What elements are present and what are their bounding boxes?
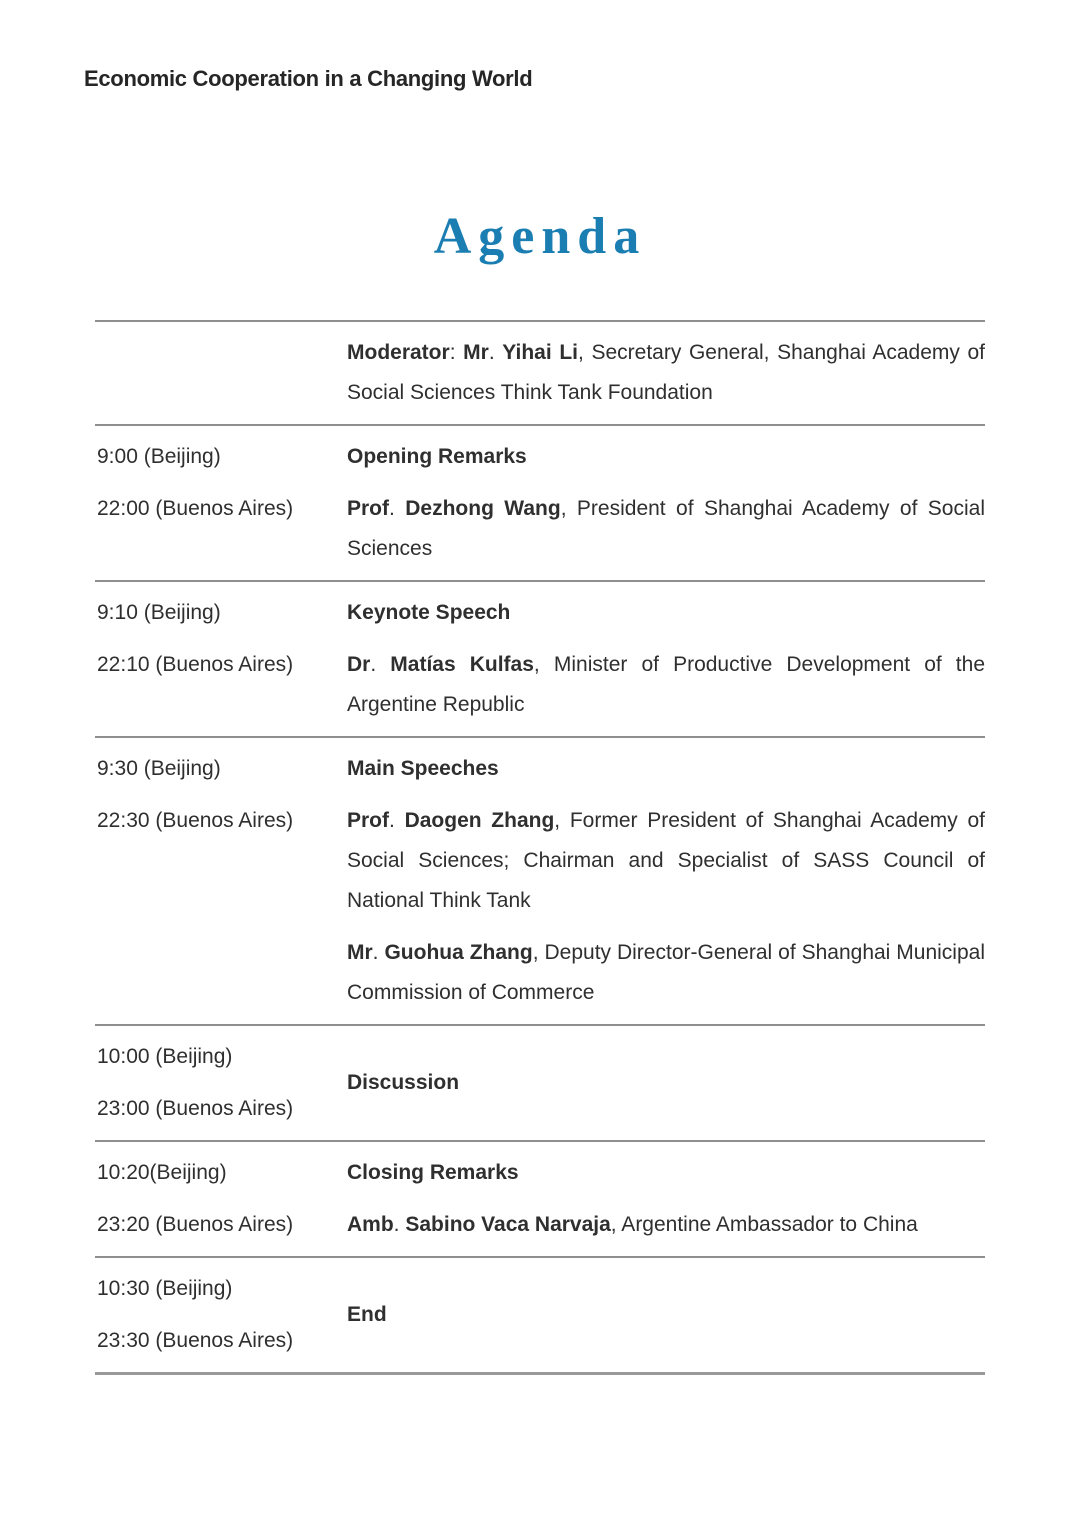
time-beijing: 9:30 (Beijing) bbox=[97, 757, 221, 780]
agenda-paragraph bbox=[347, 1063, 985, 1103]
bold-text-run: Amb bbox=[347, 1213, 394, 1236]
text-run: . bbox=[389, 809, 405, 832]
agenda-paragraph bbox=[347, 801, 985, 921]
time-buenos-aires: 23:00 (Buenos Aires) bbox=[97, 1097, 294, 1120]
text-run: , Minister of Productive Development of the Argentine Republic bbox=[347, 653, 986, 716]
agenda-row-content bbox=[347, 1153, 985, 1193]
bold-text-run: Sabino Vaca Narvaja bbox=[405, 1213, 611, 1236]
agenda-paragraph bbox=[347, 1295, 985, 1335]
bold-text-run: Matías Kulfas bbox=[390, 653, 534, 676]
bold-text-run: Opening Remarks bbox=[347, 445, 527, 468]
agenda-row-content bbox=[347, 1295, 985, 1335]
bold-text-run: Daogen Zhang bbox=[404, 809, 555, 832]
bold-text-run: Dr bbox=[347, 653, 371, 676]
bold-text-run: Keynote Speech bbox=[347, 601, 511, 624]
agenda-row-content bbox=[347, 333, 985, 413]
agenda-table bbox=[95, 320, 985, 1375]
agenda-row bbox=[95, 322, 985, 426]
text-run: , Secretary General, Shanghai Academy of Social Sciences Think Tank Foundation bbox=[347, 341, 986, 404]
time-buenos-aires: 22:30 (Buenos Aires) bbox=[97, 809, 294, 832]
text-run: . bbox=[393, 1213, 406, 1236]
agenda-row bbox=[95, 1258, 985, 1375]
document-header: Economic Cooperation in a Changing World bbox=[84, 66, 533, 91]
time-beijing: 9:00 (Beijing) bbox=[97, 445, 221, 468]
agenda-paragraph bbox=[347, 749, 985, 789]
agenda-paragraph bbox=[347, 437, 985, 477]
agenda-row bbox=[95, 738, 985, 1026]
bold-text-run: Mr bbox=[347, 941, 373, 964]
agenda-paragraph bbox=[347, 489, 985, 569]
bold-text-run: Guohua Zhang bbox=[384, 941, 533, 964]
agenda-row bbox=[95, 1026, 985, 1142]
bold-text-run: Moderator bbox=[347, 341, 450, 364]
text-run: . bbox=[389, 497, 406, 520]
text-run: . bbox=[372, 941, 385, 964]
agenda-row-content bbox=[347, 645, 985, 725]
agenda-row-content bbox=[347, 489, 985, 569]
page-title: Agenda bbox=[433, 208, 647, 265]
agenda-paragraph bbox=[347, 645, 985, 725]
agenda-row-content bbox=[347, 437, 985, 477]
agenda-paragraph bbox=[347, 1153, 985, 1193]
agenda-paragraph bbox=[347, 593, 985, 633]
bold-text-run: Main Speeches bbox=[347, 757, 499, 780]
time-buenos-aires: 22:00 (Buenos Aires) bbox=[97, 497, 294, 520]
bold-text-run: Prof bbox=[347, 497, 389, 520]
agenda-row bbox=[95, 582, 985, 738]
agenda-row bbox=[95, 1142, 985, 1258]
bold-text-run: Closing Remarks bbox=[347, 1161, 519, 1184]
text-run: . bbox=[488, 341, 503, 364]
agenda-row-content bbox=[347, 593, 985, 633]
bold-text-run: Yihai Li bbox=[502, 341, 578, 364]
time-beijing: 10:30 (Beijing) bbox=[97, 1277, 233, 1300]
agenda-row-content bbox=[347, 1205, 985, 1245]
text-run: , President of Shanghai Academy of Social Sciences bbox=[347, 497, 985, 560]
bold-text-run: End bbox=[347, 1303, 387, 1326]
time-beijing: 9:10 (Beijing) bbox=[97, 601, 221, 624]
time-buenos-aires: 23:20 (Buenos Aires) bbox=[97, 1213, 294, 1236]
agenda-row-content bbox=[347, 933, 985, 1013]
bold-text-run: Dezhong Wang bbox=[405, 497, 561, 520]
text-run: , Former President of Shanghai Academy of Social Sciences; Chairman and Specialist of SASS Council of National Think Tank bbox=[347, 809, 985, 912]
agenda-row-content bbox=[347, 801, 985, 921]
time-beijing: 10:20(Beijing) bbox=[97, 1161, 227, 1184]
bold-text-run: Mr bbox=[463, 341, 489, 364]
bold-text-run: Discussion bbox=[347, 1071, 460, 1094]
bold-text-run: Prof bbox=[347, 809, 389, 832]
time-beijing: 10:00 (Beijing) bbox=[97, 1045, 233, 1068]
agenda-row bbox=[95, 426, 985, 582]
text-run: . bbox=[370, 653, 391, 676]
text-run: : bbox=[449, 341, 464, 364]
time-buenos-aires: 23:30 (Buenos Aires) bbox=[97, 1329, 294, 1352]
text-run: , Deputy Director-General of Shanghai Municipal Commission of Commerce bbox=[347, 941, 985, 1004]
agenda-paragraph bbox=[347, 1205, 985, 1245]
agenda-paragraph bbox=[347, 933, 985, 1013]
agenda-row-content bbox=[347, 1063, 985, 1103]
time-buenos-aires: 22:10 (Buenos Aires) bbox=[97, 653, 294, 676]
agenda-row-content bbox=[347, 749, 985, 789]
agenda-paragraph bbox=[347, 333, 985, 413]
text-run: , Argentine Ambassador to China bbox=[610, 1213, 918, 1236]
